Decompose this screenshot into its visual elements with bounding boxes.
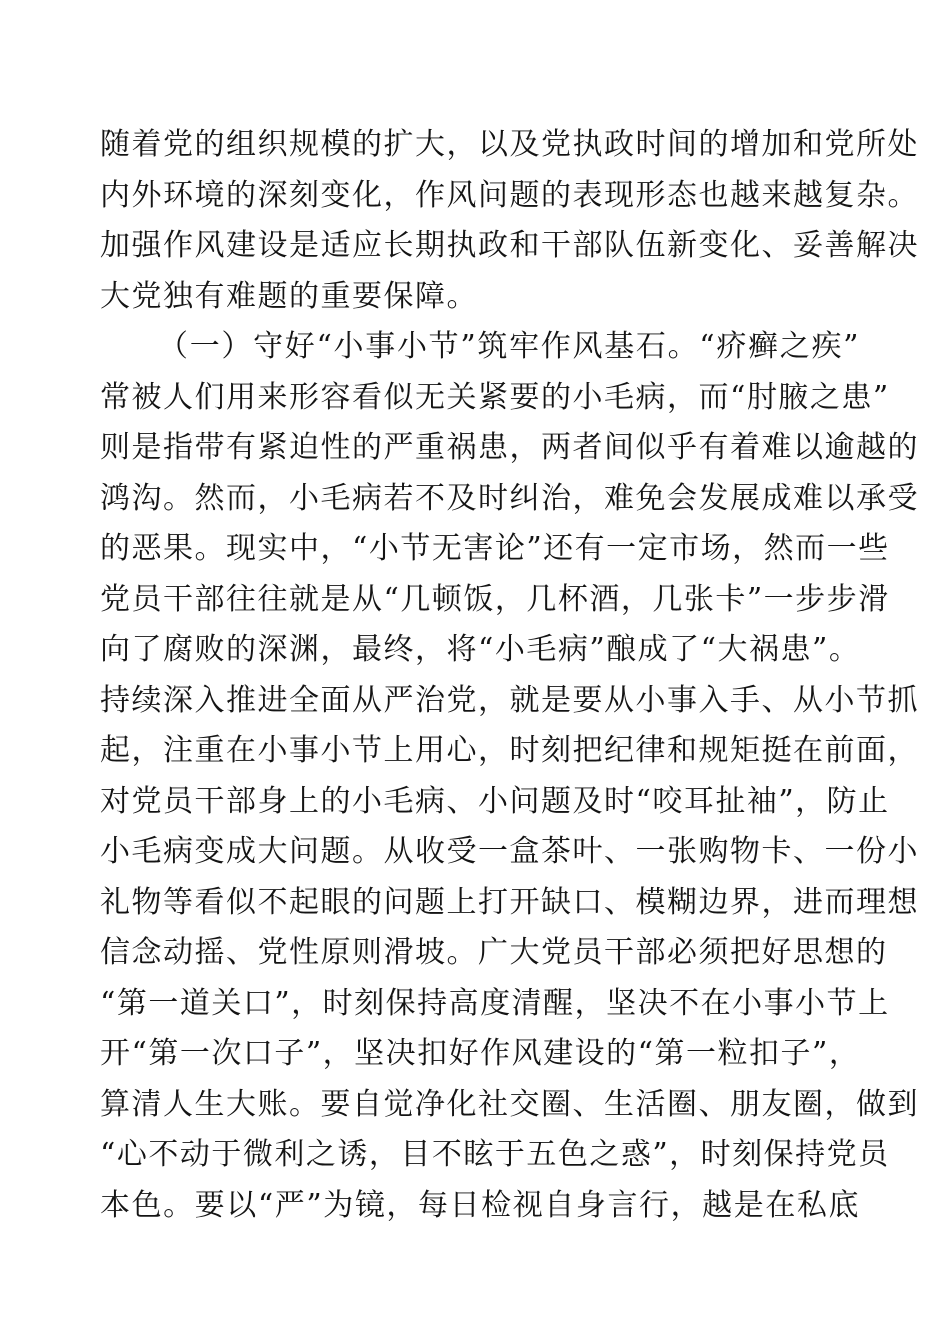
- text-line: 则是指带有紧迫性的严重祸患，两者间似乎有着难以逾越的: [100, 430, 919, 465]
- text-line: 小毛病变成大问题。从收受一盒茶叶、一张购物卡、一份小: [100, 834, 919, 869]
- text-line: 的恶果。现实中，“小节无害论”还有一定市场，然而一些: [100, 531, 890, 566]
- body-text: [100, 120, 919, 1231]
- section-heading-line: （一）守好“小事小节”筑牢作风基石。“疥癣之疾”: [158, 329, 860, 364]
- text-line: 礼物等看似不起眼的问题上打开缺口、模糊边界，进而理想: [100, 884, 919, 920]
- text-line: 内外环境的深刻变化，作风问题的表现形态也越来越复杂。: [100, 177, 919, 213]
- text-line: 本色。要以“严”为镜，每日检视自身言行，越是在私底: [100, 1187, 860, 1223]
- text-line: 常被人们用来形容看似无关紧要的小毛病，而“肘腋之患”: [100, 379, 890, 415]
- text-line: 党员干部往往就是从“几顿饭，几杯酒，几张卡”一步步滑: [100, 581, 890, 617]
- text-line: 起，注重在小事小节上用心，时刻把纪律和规矩挺在前面，: [100, 733, 919, 768]
- text-line: “心不动于微利之诱，目不眩于五色之惑”，时刻保持党员: [100, 1137, 890, 1172]
- text-line: 随着党的组织规模的扩大，以及党执政时间的增加和党所处: [100, 127, 919, 162]
- text-line: 信念动摇、党性原则滑坡。广大党员干部必须把好思想的: [100, 935, 888, 970]
- text-line: 开“第一次口子”，坚决扣好作风建设的“第一粒扣子”，: [100, 1036, 861, 1071]
- text-line: 鸿沟。然而，小毛病若不及时纠治，难免会发展成难以承受: [100, 480, 919, 516]
- text-line: 加强作风建设是适应长期执政和干部队伍新变化、妥善解决: [100, 228, 919, 263]
- text-line: “第一道关口”，时刻保持高度清醒，坚决不在小事小节上: [100, 985, 890, 1021]
- text-line: 大党独有难题的重要保障。: [100, 278, 478, 314]
- text-line: 向了腐败的深渊，最终，将“小毛病”酿成了“大祸患”。: [100, 632, 861, 667]
- text-line: 算清人生大账。要自觉净化社交圈、生活圈、朋友圈，做到: [100, 1086, 919, 1122]
- text-line: 持续深入推进全面从严治党，就是要从小事入手、从小节抓: [100, 682, 919, 718]
- text-line: 对党员干部身上的小毛病、小问题及时“咬耳扯袖”，防止: [100, 783, 890, 819]
